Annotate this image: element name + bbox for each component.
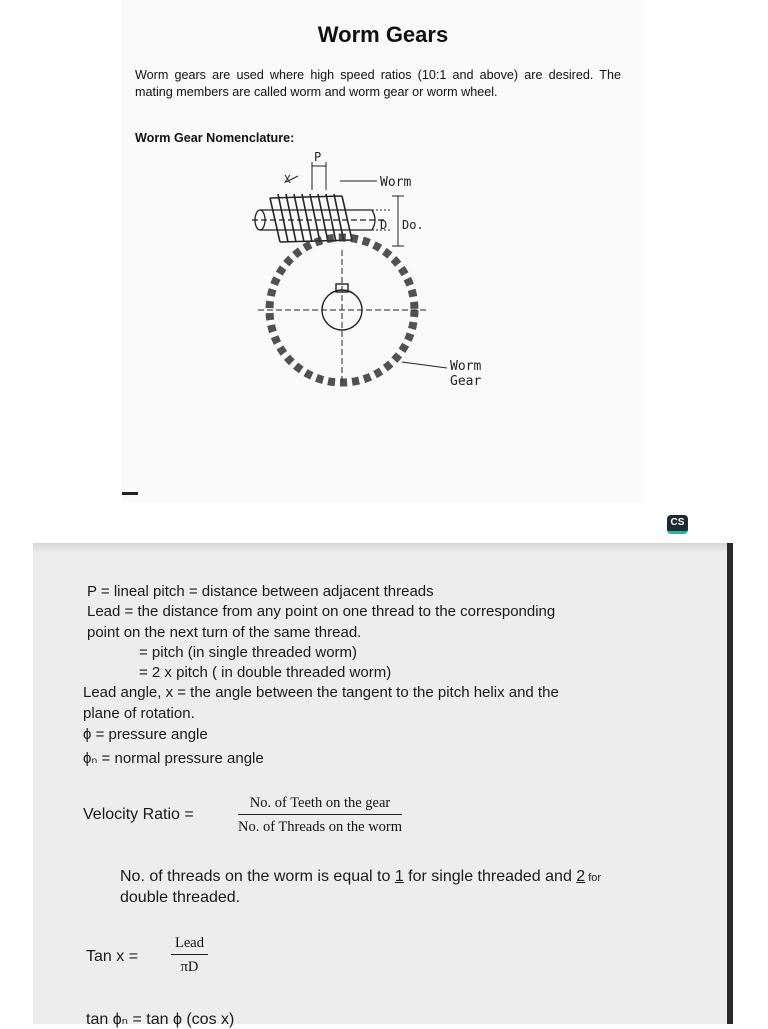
tan-normal-pressure-formula: tan ϕₙ = tan ϕ (cos x) — [86, 1011, 235, 1028]
threads-text-a: No. of threads on the worm is equal to — [120, 868, 395, 885]
threads-sentence — [120, 868, 601, 886]
camscanner-badge: CS — [667, 515, 688, 534]
def-lead: Lead = the distance from any point on one thread to the corresponding — [87, 603, 556, 620]
worm-shaft — [252, 210, 387, 230]
worm-gear-wheel — [258, 238, 447, 382]
worm-gear-diagram — [222, 150, 482, 400]
def-lead-cont: point on the next turn of the same thread. — [87, 624, 362, 641]
label-worm: Worm — [380, 175, 412, 190]
def-pressure-angle: ϕ = pressure angle — [83, 726, 208, 743]
label-worm-gear-2: Gear — [450, 374, 482, 389]
def-normal-pressure-angle: ϕₙ = normal pressure angle — [83, 750, 264, 767]
intro-paragraph: Worm gears are used where high speed ratios (10:1 and above) are desired. The mating members are called worm and worm gear or worm wheel. — [135, 68, 621, 99]
velocity-ratio-label: Velocity Ratio = — [83, 806, 194, 823]
def-lead-angle-cont: plane of rotation. — [83, 705, 195, 722]
tan-x-fraction — [171, 935, 208, 976]
def-lead-double: = 2 x pitch ( in double threaded worm) — [139, 664, 392, 681]
def-lead-angle: Lead angle, x = the angle between the tangent to the pitch helix and the — [83, 684, 559, 701]
threads-text-b: for single threaded and — [403, 868, 577, 885]
tan-denominator: πD — [180, 959, 199, 975]
label-d: D — [380, 218, 388, 232]
def-lead-single: = pitch (in single threaded worm) — [139, 644, 358, 661]
label-p: P — [314, 150, 322, 164]
velocity-numerator: No. of Teeth on the gear — [238, 795, 402, 815]
label-d-outer: Do. — [402, 218, 424, 232]
page-edge-mark — [122, 492, 138, 495]
threads-sentence-cont: double threaded. — [120, 889, 241, 906]
page-top-shadow — [33, 543, 733, 553]
label-x: X — [284, 173, 291, 186]
page-title: Worm Gears — [317, 22, 449, 47]
label-worm-gear-1: Worm — [450, 359, 482, 374]
threads-text-c: for — [585, 872, 602, 884]
def-pitch: P = lineal pitch = distance between adjacent threads — [87, 583, 434, 600]
document-page-1 — [122, 0, 644, 502]
document-page-2 — [33, 543, 733, 1028]
tan-x-label: Tan x = — [86, 948, 139, 965]
threads-one: 1 — [394, 868, 404, 885]
tan-numerator: Lead — [171, 935, 208, 955]
velocity-ratio-fraction — [238, 795, 402, 836]
threads-two: 2 — [576, 868, 586, 885]
page-right-edge — [727, 543, 733, 1024]
nomenclature-heading: Worm Gear Nomenclature: — [135, 131, 295, 145]
velocity-denominator: No. of Threads on the worm — [238, 819, 403, 835]
